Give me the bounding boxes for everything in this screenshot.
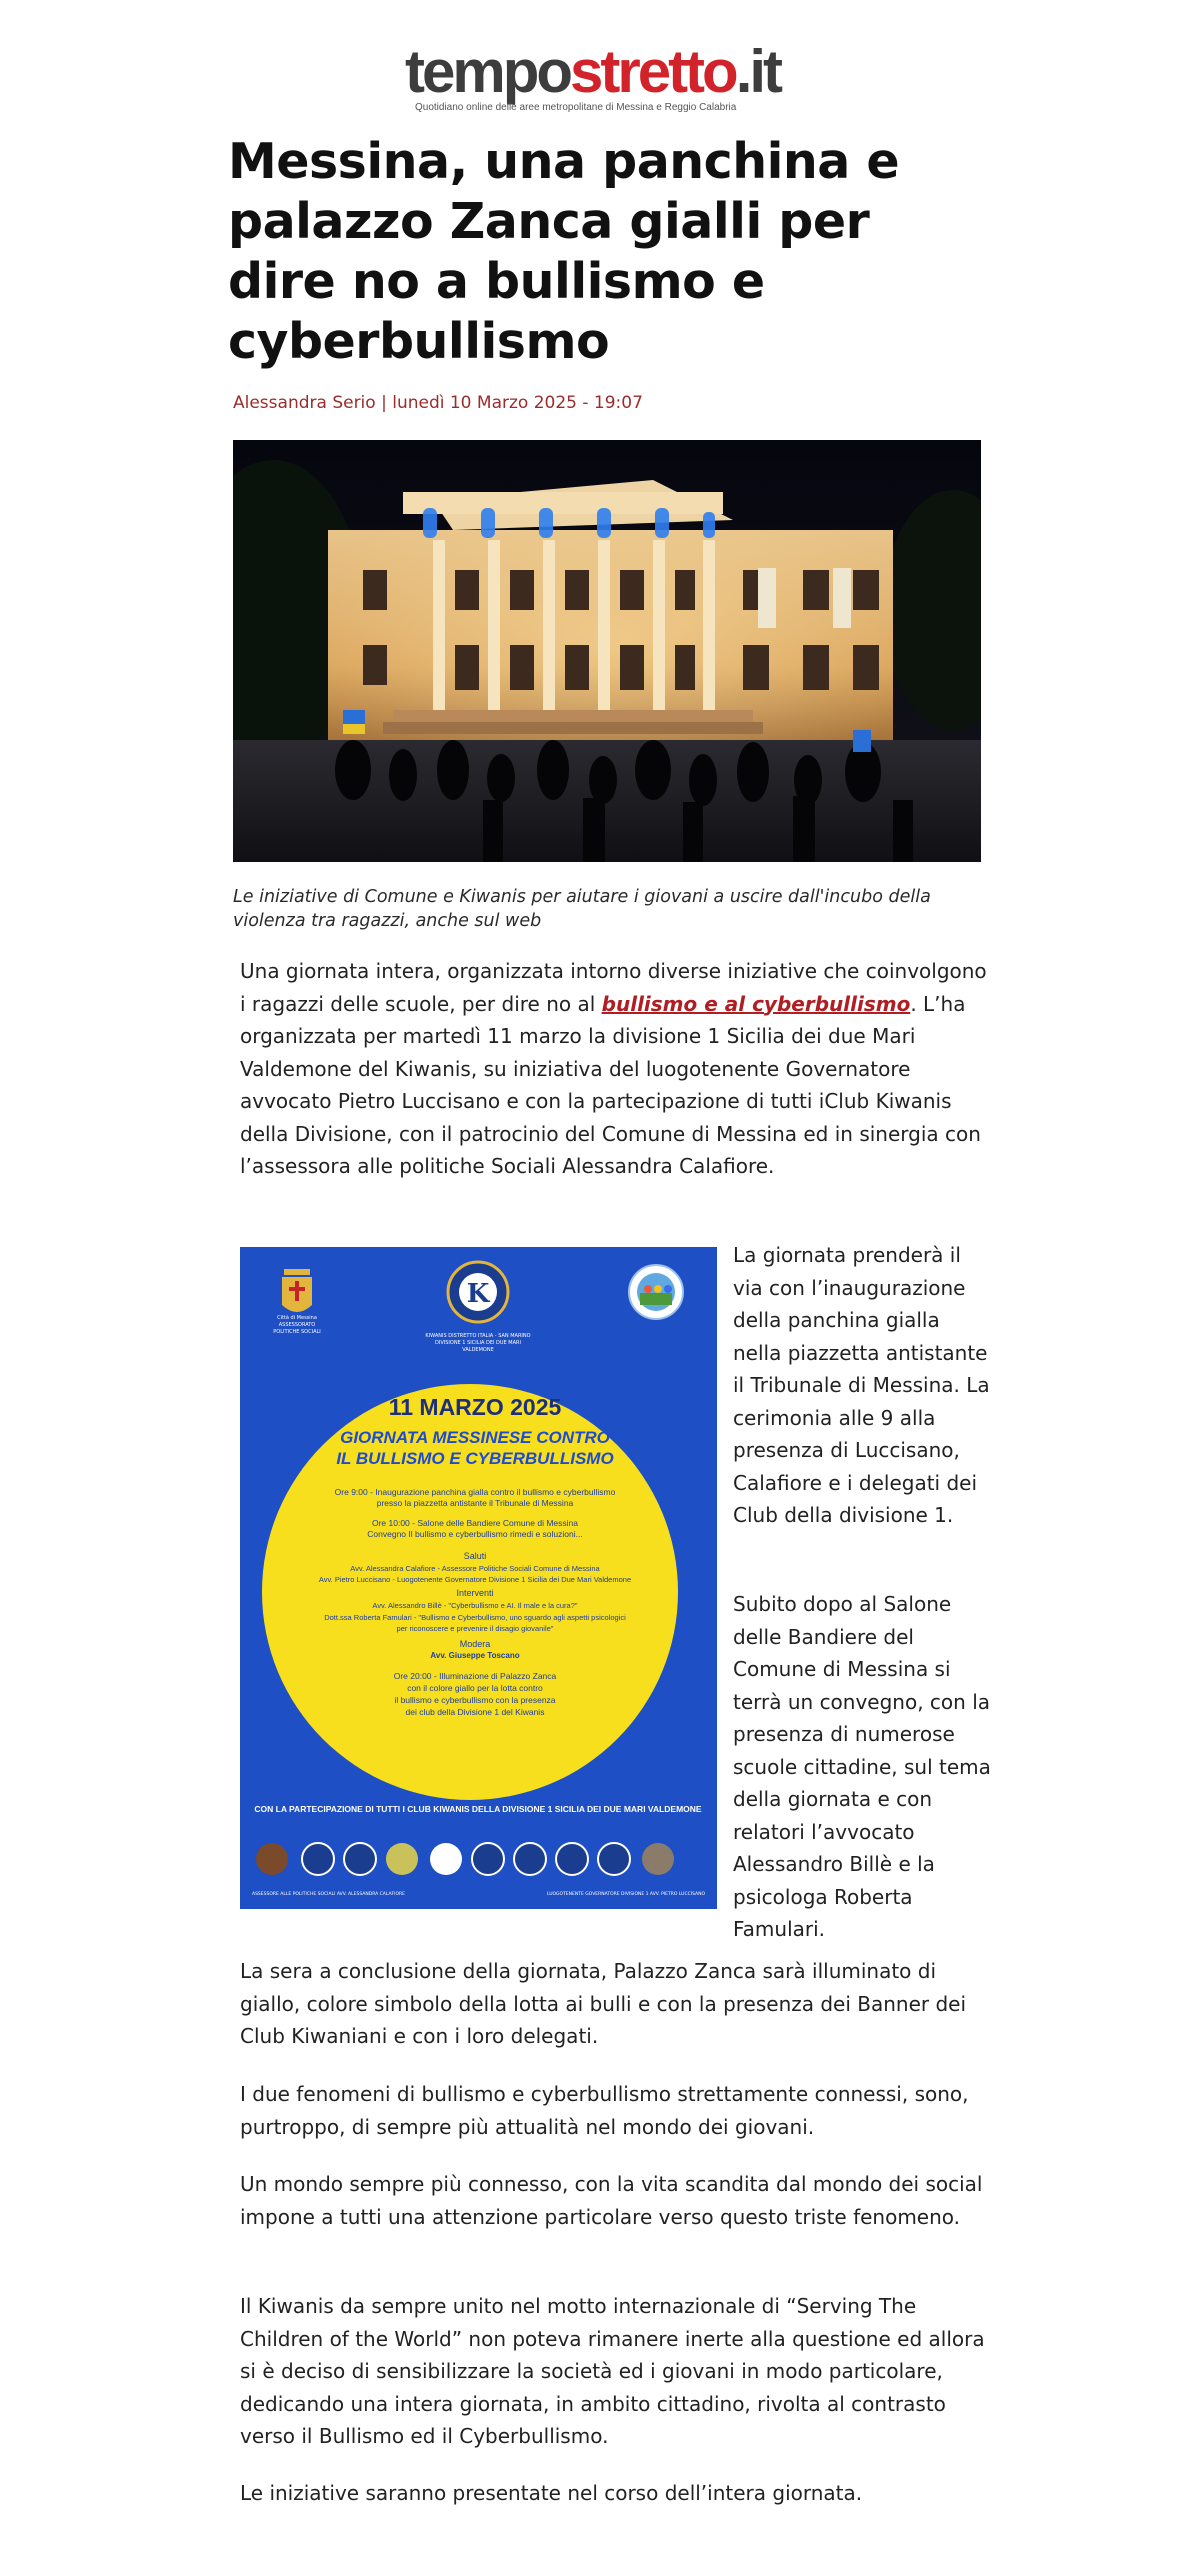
poster-bottom-left: ASSESSORE ALLE POLITICHE SOCIALI AVV. ALESSANDRA CALAFIORE (252, 1892, 405, 1897)
poster-org-1: KIWANIS DISTRETTO ITALIA - SAN MARINO (425, 1333, 531, 1339)
svg-text:K: K (466, 1279, 490, 1309)
poster-interventi-1: Avv. Alessandro Billè - "Cyberbullismo e AI. Il male e la cura?" (372, 1601, 578, 1610)
paragraph-conclusione: Le iniziative saranno presentate nel corso dell’intera giornata. (240, 2481, 863, 2505)
paragraph-palazzo-zanca: La sera a conclusione della giornata, Palazzo Zanca sarà illuminato di giallo, colore simbolo della lotta ai bulli e con la presenza dei Banner dei Club Kiwaniani e con i loro delegati. (240, 1959, 967, 2048)
poster-org-2: DIVISIONE 1 SICILIA DEI DUE MARI (435, 1340, 521, 1346)
paragraph-panchina: La giornata prenderà il via con l’inaugurazione della panchina gialla nella piazzetta antistante il Tribunale di Messina. La cerimonia alle 9 alla presenza di Luccisano, Calafiore e i delegati dei Club della divisione 1. (733, 1243, 990, 1527)
kiwanis-logo-icon (448, 1262, 508, 1322)
poster-saluti-2: Avv. Pietro Luccisano - Luogotenente Governatore Divisione 1 Sicilia dei Due Mari Valdemone (318, 1575, 632, 1584)
poster-saluti-1: Avv. Alessandra Calafiore - Assessore Politiche Sociali Comune di Messina (350, 1564, 600, 1573)
palazzo-zanca-illustration (233, 440, 981, 862)
poster-comune-3: POLITICHE SOCIALI (273, 1329, 321, 1335)
poster-modera-name: Avv. Giuseppe Toscano (430, 1651, 520, 1660)
article-title: Messina, una panchina e palazzo Zanca gialli per dire no a bullismo e cyberbullismo (228, 133, 900, 370)
poster-interventi-3: per riconoscere e prevenire il disagio giovanile" (396, 1624, 554, 1633)
paragraph-fenomeni: I due fenomeni di bullismo e cyberbullismo strettamente connessi, sono, purtroppo, di sempre più attualità nel mondo dei giovani. (240, 2082, 969, 2139)
poster-line-3: Ore 10:00 - Salone delle Bandiere Comune di Messina (371, 1518, 579, 1528)
poster-org-3: VALDEMONE (462, 1347, 494, 1353)
poster-saluti: Saluti (463, 1551, 487, 1561)
poster-comune-2: ASSESSORATO (278, 1322, 316, 1328)
poster-interventi: Interventi (456, 1588, 494, 1598)
article-byline: Alessandra Serio | lunedì 10 Marzo 2025 - 19:07 (233, 393, 643, 413)
hero-caption: Le iniziative di Comune e Kiwanis per aiutare i giovani a uscire dall'incubo della violenza tra ragazzi, anche sul web (233, 887, 931, 931)
antibullying-emblem-icon (629, 1265, 683, 1319)
poster-evening-2: con il colore giallo per la lotta contro (407, 1683, 543, 1693)
bullismo-link[interactable]: bullismo e al cyberbullismo (601, 991, 911, 1016)
logo-tagline: Quotidiano online delle aree metropolitane di Messina e Reggio Calabria (415, 102, 737, 113)
poster-evening-3: il bullismo e cyberbullismo con la presenza (394, 1695, 556, 1705)
poster-interventi-2: Dott.ssa Roberta Famulari - "Bullismo e Cyberbullismo, uno sguardo agli aspetti psicologici (324, 1613, 626, 1622)
paragraph-kiwanis: Il Kiwanis da sempre unito nel motto internazionale di “Serving The Children of the World” non poteva rimanere inerte alla questione ed allora si è deciso di sensibilizzare la società ed i giovani in modo particolare, dedicando una intera giornata, in ambito cittadino, rivolta al contrasto verso il Bullismo ed il Cyberbullismo. (240, 2294, 985, 2448)
site-logo[interactable] (405, 38, 781, 113)
poster-date: 11 MARZO 2025 (388, 1394, 562, 1420)
poster-evening-4: dei club della Divisione 1 del Kiwanis (405, 1707, 545, 1717)
poster-headline-1: GIORNATA MESSINESE CONTRO (340, 1428, 610, 1447)
logo-wordmark: tempostretto.it (405, 38, 781, 105)
poster-line-4: Convegno Il bullismo e cyberbullismo rimedi e soluzioni... (367, 1529, 583, 1539)
poster-line-2: presso la piazzetta antistante il Tribunale di Messina (376, 1498, 574, 1508)
poster-comune-1: Città di Messina (277, 1315, 317, 1321)
hero-image (233, 440, 981, 862)
event-poster (240, 1247, 717, 1909)
poster-footer: CON LA PARTECIPAZIONE DI TUTTI I CLUB KIWANIS DELLA DIVISIONE 1 SICILIA DEI DUE MARI VALDEMONE (254, 1804, 702, 1814)
paragraph-convegno: Subito dopo al Salone delle Bandiere del Comune di Messina si terrà un convegno, con la presenza di numerose scuole cittadine, sul tema della giornata e con relatori l’avvocato Alessandro Billè e la psicologa Roberta Famulari. (733, 1592, 991, 1941)
poster-modera: Modera (459, 1639, 491, 1649)
poster-graphic (240, 1247, 717, 1909)
poster-evening-1: Ore 20:00 - Illuminazione di Palazzo Zanca (393, 1671, 557, 1681)
poster-bottom-right: LUOGOTENENTE GOVERNATORE DIVISIONE 1 AVV. PIETRO LUCCISANO (546, 1892, 705, 1897)
poster-line-1: Ore 9:00 - Inaugurazione panchina gialla contro il bullismo e cyberbullismo (334, 1487, 616, 1497)
poster-headline-2: IL BULLISMO E CYBERBULLISMO (336, 1449, 614, 1468)
paragraph-intro: Una giornata intera, organizzata intorno diverse iniziative che coinvolgono i ragazzi delle scuole, per dire no al bullismo e al cyberbullismo. L’ha organizzata per martedì 11 marzo la divisione 1 Sicilia dei due Mari Valdemone del Kiwanis, su iniziativa del luogotenente Governatore avvocato Pietro Luccisano e con la partecipazione di tutti iClub Kiwanis della Divisione, con il patrocinio del Comune di Messina ed in sinergia con l’assessora alle politiche Sociali Alessandra Calafiore. (240, 959, 987, 1178)
paragraph-social: Un mondo sempre più connesso, con la vita scandita dal mondo dei social impone a tutti una attenzione particolare verso questo triste fenomeno. (240, 2172, 983, 2229)
